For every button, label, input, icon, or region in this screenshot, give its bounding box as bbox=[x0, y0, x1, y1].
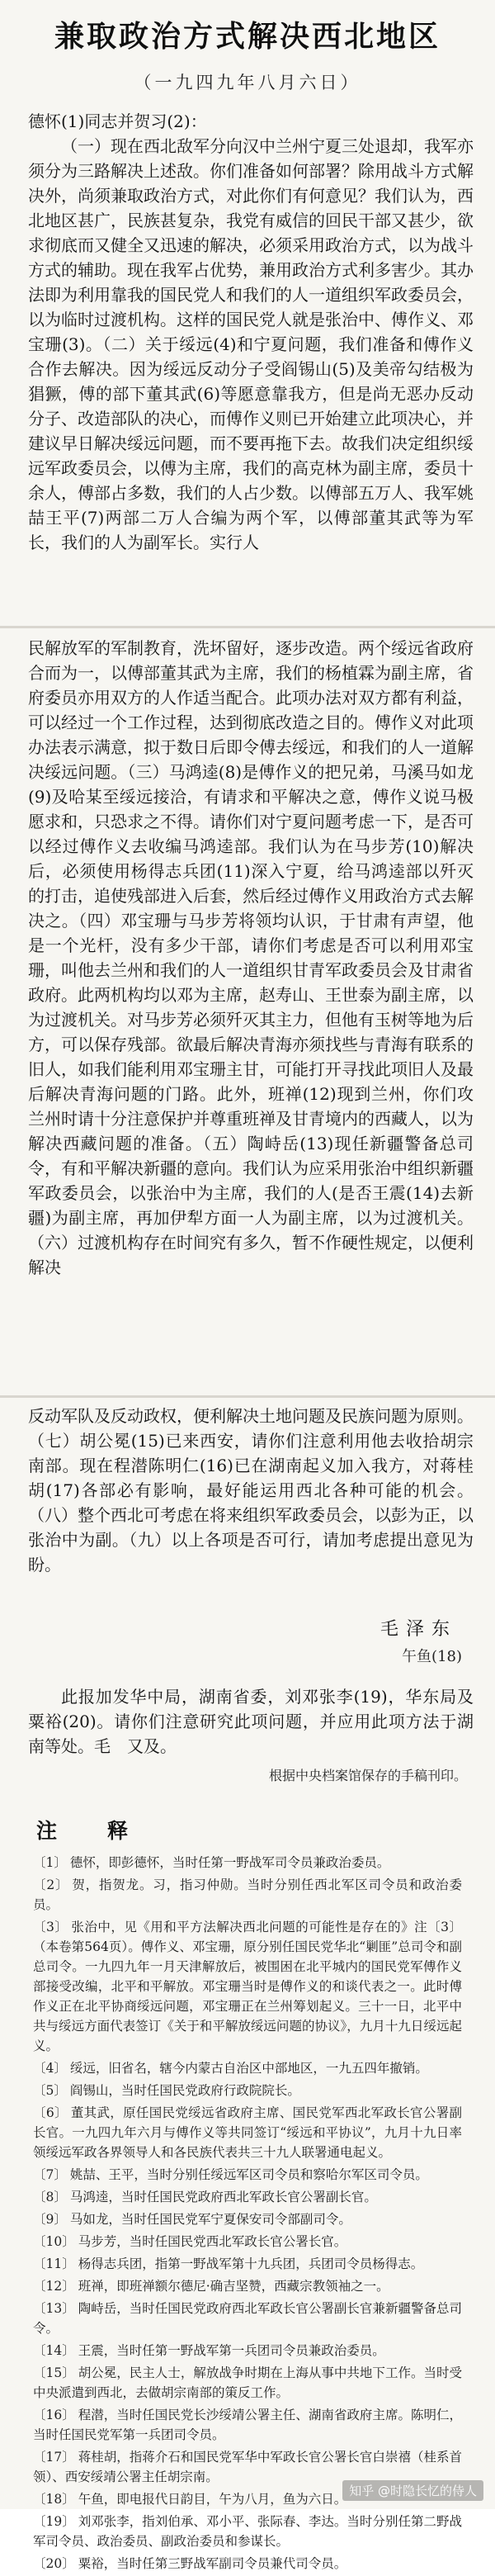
note-number: 〔17〕 bbox=[33, 2450, 75, 2465]
note-item bbox=[33, 2512, 462, 2551]
note-text: 粟裕，当时任第三野战军副司令员兼代司令员。 bbox=[78, 2556, 347, 2571]
note-item bbox=[33, 2363, 462, 2403]
note-text: 刘邓张李，指刘伯承、邓小平、张际春、李达。当时分别任第二野战军司令员、政治委员、副政治委员和参谋长。 bbox=[33, 2514, 462, 2549]
note-text: 马如龙，当时任国民党军宁夏保安司令部副司令。 bbox=[69, 2212, 351, 2227]
body-section-1 bbox=[28, 109, 474, 555]
note-item bbox=[33, 2209, 462, 2229]
note-item bbox=[33, 2103, 462, 2162]
note-text: 阎锡山，当时任国民党政府行政院院长。 bbox=[69, 2083, 300, 2098]
note-item bbox=[33, 2165, 462, 2185]
note-number: 〔19〕 bbox=[33, 2514, 75, 2529]
salutation: 德怀(1)同志并贺习(2)： bbox=[28, 111, 207, 131]
salutation-note: (1) bbox=[61, 111, 85, 131]
note-number: 〔8〕 bbox=[33, 2190, 67, 2204]
notes-heading: 注 释 bbox=[36, 1819, 144, 1843]
body-paragraph-2: 民解放军的军制教育，洗坏留好，逐步改造。两个绥远省政府合而为一，以傅部董其武为主席，我们的杨植霖为副主席，省府委员亦用双方的人作适当配合。此项办法对双方都有利益，可以经过一个工作过程，达到彻底改造之目的。傅作义对此项办法表示满意，拟于数日后即令傅去绥远，和我们的人一道解决绥远问题。（三）马鸿逵(8)是傅作义的把兄弟，马溪马如龙(9)及哈某至绥远接洽，有请求和平解决之意，傅作义说马极愿求和，只恐求之不得。请你们对宁夏问题考虑一下，是否可以经过傅作义去收编马鸿逵部。我们认为在马步芳(10)解决后，必须使用杨得志兵团(11)深入宁夏，给马鸿逵部以歼灭的打击，追使残部进入后套，然后经过傅作义用政治方式去解决之。（四）邓宝珊与马步芳将领均认识，于甘肃有声望，他是一个光杆，没有多少干部，请你们考虑是否可以利用邓宝珊，叫他去兰州和我们的人一道组织甘青军政委员会及甘肃省政府。此两机构均以邓为主席，赵寿山、王世泰为副主席，以为过渡机关。对马步芳必须歼灭其主力，但他有玉树等地为后方，可以保存残部。欲最后解决青海亦须找些与青海有联系的旧人，如我们能利用邓宝珊主甘，可能打开寻找此项旧人及最后解决青海问题的门路。此外，班禅(12)现到兰州，你们攻兰州时请十分注意保护并尊重班禅及甘青境内的西藏人，以为解决西藏问题的准备。（五）陶峙岳(13)现任新疆警备总司令，有和平解决新疆的意向。我们认为应采用张治中组织新疆军政委员会，以张治中为主席，我们的人(是否王震(14)去新疆)为副主席，再加伊犁方面一人为副主席，以为过渡机关。（六）过渡机构存在时间究有多久，暂不作硬性规定，以便利解决 bbox=[28, 638, 474, 1277]
note-number: 〔4〕 bbox=[33, 2061, 67, 2076]
note-text: 贺，指贺龙。习，指习仲勋。当时分别任西北军区司令员和政治委员。 bbox=[33, 1878, 462, 1912]
note-number: 〔15〕 bbox=[33, 2365, 75, 2380]
note-number: 〔20〕 bbox=[33, 2556, 75, 2571]
body-section-3 bbox=[28, 1404, 474, 1577]
notes-list bbox=[33, 1853, 462, 2576]
salutation-rest: 同志并贺习 bbox=[84, 111, 167, 131]
note-number: 〔6〕 bbox=[33, 2105, 68, 2120]
note-text: 胡公冕，民主人士，解放战争时期在上海从事中共地下工作。当时受中央派遣到西北，去做胡宗南部的策反工作。 bbox=[33, 2365, 462, 2400]
cc-paragraph: 此报加发华中局，湖南省委，刘邓张李(19)，华东局及粟裕(20)。请你们注意研究此项问题，并应用此项方法于湖南等处。毛 又及。 bbox=[28, 1687, 474, 1756]
note-item bbox=[33, 2299, 462, 2338]
note-text: 绥远，旧省名，辖今内蒙古自治区中部地区，一九五四年撤销。 bbox=[69, 2061, 428, 2076]
note-text: 马步芳，当时任国民党西北军政长官公署长官。 bbox=[78, 2234, 347, 2249]
note-text: 杨得志兵团，指第一野战军第十九兵团，兵团司令员杨得志。 bbox=[78, 2256, 424, 2271]
signature-date: 午鱼(18) bbox=[402, 1648, 462, 1665]
note-text: 马鸿逵，当时任国民党政府西北军政长官公署副长官。 bbox=[69, 2190, 377, 2204]
note-text: 德怀，即彭德怀，当时任第一野战军司令员兼政治委员。 bbox=[69, 1855, 390, 1870]
note-item bbox=[33, 2405, 462, 2445]
note-text: 王震，当时任第一野战军第一兵团司令员兼政治委员。 bbox=[78, 2343, 385, 2358]
document-title: 兼取政治方式解决西北地区 bbox=[54, 20, 441, 54]
note-item bbox=[33, 1875, 462, 1915]
note-item bbox=[33, 2341, 462, 2361]
salutation-rest-note: (2) bbox=[167, 111, 191, 131]
note-number: 〔2〕 bbox=[33, 1878, 69, 1892]
note-item bbox=[33, 2232, 462, 2252]
note-item bbox=[33, 1853, 462, 1873]
note-item bbox=[33, 2276, 462, 2296]
document-date: （一九四九年八月六日） bbox=[134, 73, 361, 92]
note-item bbox=[33, 2058, 462, 2078]
photo-seam bbox=[0, 1395, 495, 1398]
watermark: 知乎 @时隐长忆的侍人 bbox=[342, 2480, 483, 2501]
photo-seam bbox=[0, 626, 495, 628]
note-text: 蒋桂胡，指蒋介石和国民党军华中军政长官公署长官白崇禧（桂系首领）、西安绥靖公署主任胡宗南。 bbox=[33, 2450, 462, 2484]
note-number: 〔11〕 bbox=[33, 2256, 75, 2271]
note-text: 午鱼，即电报代日韵目，午为八月，鱼为六日。 bbox=[78, 2492, 347, 2507]
cc-section bbox=[28, 1684, 474, 1759]
note-number: 〔5〕 bbox=[33, 2083, 67, 2098]
body-paragraph-3: 反动军队及反动政权，便利解决土地问题及民族问题为原则。（七）胡公冕(15)已来西安，请你们注意利用他去收拾胡宗南部。现在程潜陈明仁(16)已在湖南起义加入我方，对蒋桂胡(17)各部必有影响，最好能运用西北各种可能的机会。（八）整个西北可考虑在将来组织军政委员会，以彭为正，以张治中为副。（九）以上各项是否可行，请加考虑提出意见为盼。 bbox=[28, 1406, 474, 1574]
note-item bbox=[33, 2187, 462, 2207]
note-number: 〔16〕 bbox=[33, 2408, 75, 2422]
body-section-2 bbox=[28, 636, 474, 1280]
note-number: 〔12〕 bbox=[33, 2279, 75, 2294]
body-paragraph-1: （一）现在西北敌军分向汉中兰州宁夏三处退却，我军亦须分为三路解决上述敌。你们准备如何部署？除用战斗方式解决外，尚须兼取政治方式，对此你们有何意见？我们认为，西北地区甚广，民族甚复杂，我党有威信的回民干部又甚少，欲求彻底而又健全又迅速的解决，必须采用政治方式，以为战斗方式的辅助。现在我军占优势，兼用政治方式利多害少。其办法即为利用靠我的国民党人和我们的人一道组织军政委员会，以为临时过渡机构。这样的国民党人就是张治中、傅作义、邓宝珊(3)。（二）关于绥远(4)和宁夏问题，我们准备和傅作义合作去解决。因为绥远反动分子受阎锡山(5)及美帝勾结极为猖獗，傅的部下董其武(6)等愿意靠我方，但是尚无恶办反动分子、改造部队的决心，而傅作义则已开始建立此项决心，并建议早日解决绥远问题，而不要再拖下去。故我们决定组织绥远军政委员会，以傅为主席，我们的高克林为副主席，委员十余人，傅部占多数，我们的人占少数。以傅部五万人、我军姚喆王平(7)两部二万人合编为两个军，以傅部董其武等为军长，我们的人为副军长。实行人 bbox=[28, 136, 474, 552]
note-number: 〔13〕 bbox=[33, 2301, 75, 2316]
note-item bbox=[33, 1917, 462, 2056]
note-text: 姚喆、王平，当时分别任绥远军区司令员和察哈尔军区司令员。 bbox=[69, 2167, 428, 2182]
note-text: 程潜，当时任国民党长沙绥靖公署主任、湖南省政府主席。陈明仁，当时任国民党军第一兵团司令员。 bbox=[33, 2408, 462, 2442]
note-number: 〔9〕 bbox=[33, 2212, 67, 2227]
note-number: 〔3〕 bbox=[33, 1920, 68, 1934]
note-text: 张治中，见《用和平方法解决西北问题的可能性是存在的》注〔3〕（本卷第564页）。傅作义、邓宝珊，原分别任国民党华北“剿匪”总司令和副总司令。一九四九年一月天津解放后，被围困在北平城内的国民党军傅作义部接受改编，北平和平解放。邓宝珊当时是傅作义的和谈代表之一。此时傅作义正在北平协商绥远问题，邓宝珊正在兰州筹划起义。三十一日，北平中共与绥远方面代表签订《关于和平解放绥远问题的协议》，九月十九日绥远起义。 bbox=[33, 1920, 462, 2053]
note-number: 〔7〕 bbox=[33, 2167, 67, 2182]
signature: 毛泽东 bbox=[380, 1619, 457, 1640]
note-number: 〔18〕 bbox=[33, 2492, 75, 2507]
salutation-name: 德怀 bbox=[28, 111, 61, 131]
note-text: 陶峙岳，当时任国民党政府西北军政长官公署副长官兼新疆警备总司令。 bbox=[33, 2301, 462, 2336]
note-text: 班禅，即班禅额尔德尼·确吉坚赞，西藏宗教领袖之一。 bbox=[78, 2279, 389, 2294]
note-item bbox=[33, 2081, 462, 2100]
note-item bbox=[33, 2554, 462, 2574]
note-number: 〔1〕 bbox=[33, 1855, 67, 1870]
note-item bbox=[33, 2254, 462, 2274]
signature-date-note: (18) bbox=[431, 1648, 462, 1665]
note-number: 〔10〕 bbox=[33, 2234, 75, 2249]
note-number: 〔14〕 bbox=[33, 2343, 75, 2358]
archive-note: 根据中央档案馆保存的手稿刊印。 bbox=[268, 1768, 467, 1783]
note-text: 董其武，原任国民党绥远省政府主席、国民党军西北军政长官公署副长官。一九四九年六月与傅作义等共同签订“绥远和平协议”，九月十九日率领绥远军政各界领导人和各民族代表共三十九人联署通电起义。 bbox=[33, 2105, 462, 2160]
